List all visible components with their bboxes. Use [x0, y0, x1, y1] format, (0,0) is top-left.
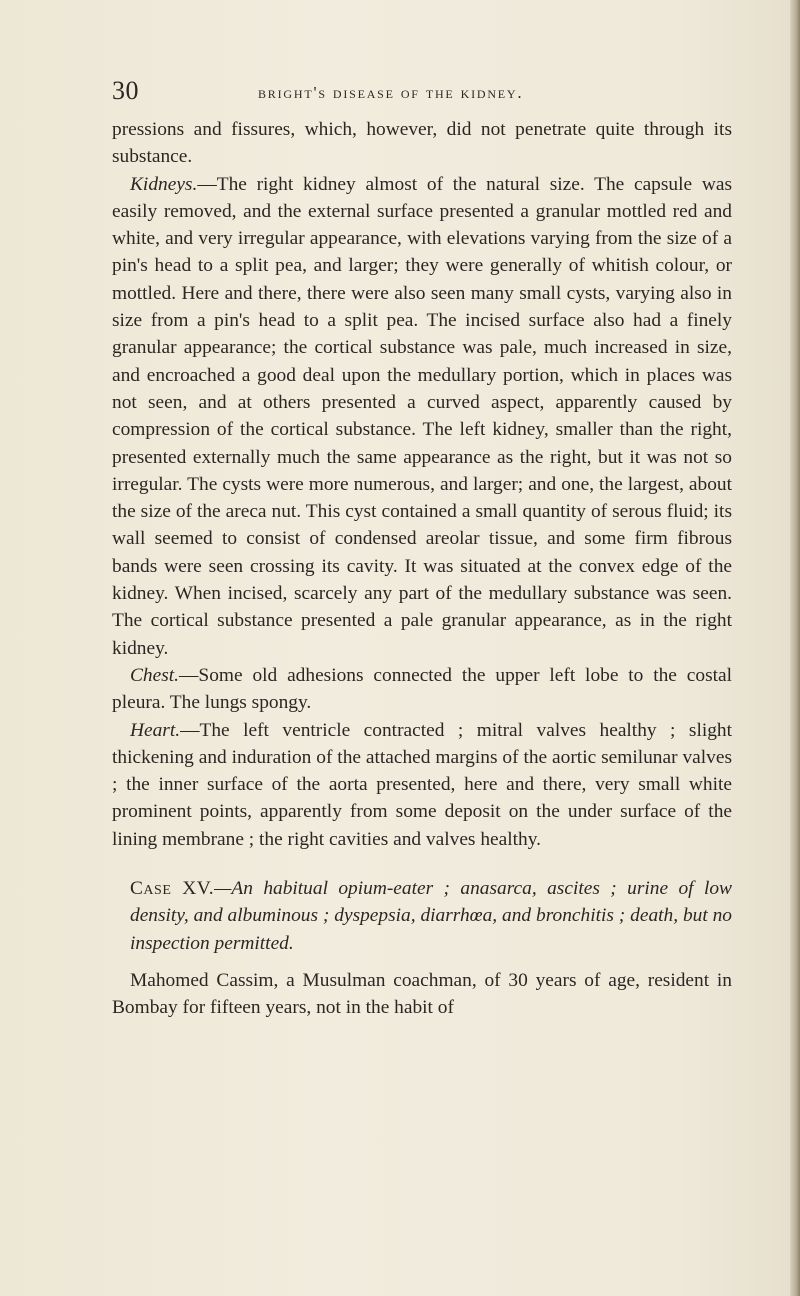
page-number: 30	[112, 76, 139, 105]
body-text	[112, 116, 732, 1022]
paragraph-heart	[112, 717, 732, 853]
case-heading	[112, 875, 732, 957]
page-edge	[790, 0, 800, 1296]
case-title: —An habitual opium-eater ; anasarca, ascites ; urine of low density, and albuminous ; dyspepsia, diarrhœa, and bronchitis ; death, but no inspection permitted.	[130, 878, 732, 954]
chest-text: —Some old adhesions connected the upper left lobe to the costal pleura. The lungs spongy.	[112, 664, 732, 714]
heart-heading: Heart.	[130, 719, 181, 741]
case-narrative: Mahomed Cassim, a Musulman coachman, of 30 years of age, resident in Bombay for fifteen years, not in the habit of	[112, 969, 732, 1019]
paragraph-kidneys	[112, 171, 732, 662]
kidneys-text: —The right kidney almost of the natural size. The capsule was easily removed, and the external surface presented a granular mottled red and white, and very irregular appearance, with elevations varying from the size of a pin's head to a split pea, and larger; they were generally of whitish colour, or mottled. Here and there, there were also seen many small cysts, varying also in size from a pin's head to a split pea. The incised surface also had a finely granular appearance; the cortical substance was pale, much increased in size, and encroached a good deal upon the medullary portion, which in places was not seen, and at others presented a curved aspect, apparently caused by compression of the cortical substance. The left kidney, smaller than the right, presented externally much the same appearance as the right, but it was not so irregular. The cysts were more numerous, and larger; and one, the largest, about the size of the areca nut. This cyst contained a small quantity of serous fluid; its wall seemed to consist of condensed areolar tissue, and some firm fibrous bands were seen crossing its cavity. It was situated at the convex edge of the kidney. When incised, scarcely any part of the medullary substance was seen. The cortical substance presented a pale granular appearance, as in the right kidney.	[112, 173, 732, 659]
paragraph-chest	[112, 662, 732, 717]
heart-text: —The left ventricle contracted ; mitral valves healthy ; slight thickening and induration of the attached margins of the aortic semilunar valves ; the inner surface of the aorta presented, here and there, very small white prominent points, apparently from some deposit on the under surface of the lining membrane ; the right cavities and valves healthy.	[112, 719, 732, 850]
running-head: bright's disease of the kidney.	[258, 83, 524, 102]
paragraph-continuation: pressions and fissures, which, however, did not penetrate quite through its substance.	[112, 119, 732, 168]
kidneys-heading: Kidneys.	[130, 173, 198, 195]
page-header	[0, 76, 800, 106]
case-label: Case XV.	[130, 878, 215, 900]
chest-heading: Chest.	[130, 664, 180, 686]
